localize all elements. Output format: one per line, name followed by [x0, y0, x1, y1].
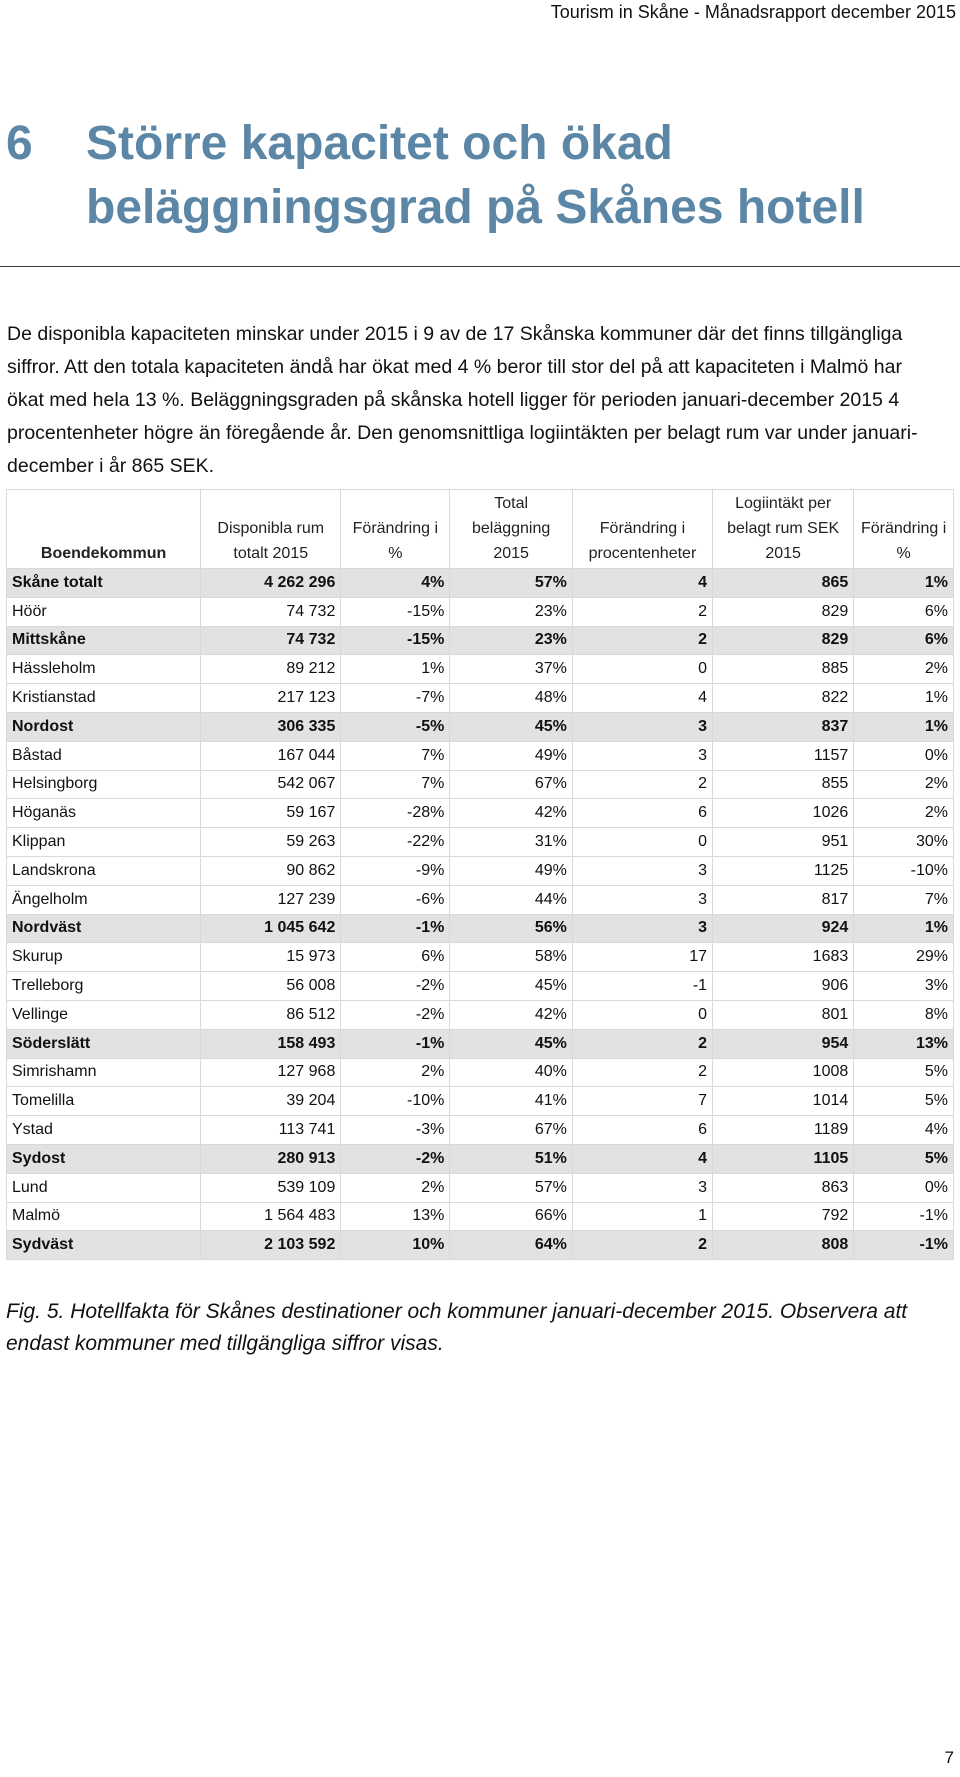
- table-cell: -1%: [854, 1202, 954, 1231]
- table-cell: 1: [572, 1202, 712, 1231]
- table-cell: 2%: [341, 1058, 450, 1087]
- table-cell: 4%: [854, 1116, 954, 1145]
- table-cell: 51%: [450, 1144, 573, 1173]
- table-cell: 1%: [854, 712, 954, 741]
- table-cell: -10%: [341, 1087, 450, 1116]
- table-cell: 6: [572, 799, 712, 828]
- table-row: [7, 1202, 954, 1231]
- table-cell: -5%: [341, 712, 450, 741]
- table-cell: 15 973: [201, 943, 341, 972]
- table-subtotal-row: [7, 569, 954, 598]
- row-label: Höör: [7, 597, 201, 626]
- table-cell: 57%: [450, 1173, 573, 1202]
- table-cell: 1 564 483: [201, 1202, 341, 1231]
- table-cell: 1008: [713, 1058, 854, 1087]
- table-cell: 829: [713, 597, 854, 626]
- table-cell: 23%: [450, 597, 573, 626]
- table-subtotal-row: [7, 1144, 954, 1173]
- table-cell: 2%: [854, 799, 954, 828]
- table-cell: 1%: [854, 914, 954, 943]
- table-cell: 954: [713, 1029, 854, 1058]
- table-cell: -10%: [854, 856, 954, 885]
- col-header-total-belaggning: Total beläggning 2015: [450, 490, 573, 569]
- table-row: [7, 828, 954, 857]
- section-title: Större kapacitet och ökad beläggningsgrad på Skånes hotell: [86, 117, 865, 234]
- table-cell: 59 167: [201, 799, 341, 828]
- table-cell: 67%: [450, 770, 573, 799]
- table-cell: 5%: [854, 1087, 954, 1116]
- table-cell: 2: [572, 597, 712, 626]
- table-cell: 2 103 592: [201, 1231, 341, 1260]
- table-cell: 4%: [341, 569, 450, 598]
- row-label: Trelleborg: [7, 972, 201, 1001]
- row-label: Sydväst: [7, 1231, 201, 1260]
- table-cell: 2: [572, 1058, 712, 1087]
- row-label: Lund: [7, 1173, 201, 1202]
- table-cell: 1%: [854, 569, 954, 598]
- row-label: Hässleholm: [7, 655, 201, 684]
- table-cell: -28%: [341, 799, 450, 828]
- hotel-facts-table: [6, 489, 954, 1260]
- table-cell: 29%: [854, 943, 954, 972]
- table-row: [7, 1116, 954, 1145]
- table-cell: 41%: [450, 1087, 573, 1116]
- table-cell: 7%: [341, 741, 450, 770]
- row-label: Nordost: [7, 712, 201, 741]
- table-cell: 86 512: [201, 1000, 341, 1029]
- row-label: Söderslätt: [7, 1029, 201, 1058]
- table-cell: 13%: [854, 1029, 954, 1058]
- table-cell: 44%: [450, 885, 573, 914]
- table-cell: 31%: [450, 828, 573, 857]
- table-cell: 6%: [854, 626, 954, 655]
- table-cell: 280 913: [201, 1144, 341, 1173]
- table-cell: 792: [713, 1202, 854, 1231]
- table-cell: -1: [572, 972, 712, 1001]
- table-cell: 1157: [713, 741, 854, 770]
- table-cell: 45%: [450, 972, 573, 1001]
- table-cell: 74 732: [201, 597, 341, 626]
- table-cell: -9%: [341, 856, 450, 885]
- table-cell: 6%: [341, 943, 450, 972]
- table-cell: -15%: [341, 626, 450, 655]
- table-cell: 2%: [854, 770, 954, 799]
- table-subtotal-row: [7, 1231, 954, 1260]
- table-cell: 89 212: [201, 655, 341, 684]
- table-cell: 865: [713, 569, 854, 598]
- table-cell: 56 008: [201, 972, 341, 1001]
- table-cell: -3%: [341, 1116, 450, 1145]
- table-cell: 3%: [854, 972, 954, 1001]
- table-cell: 539 109: [201, 1173, 341, 1202]
- table-cell: 57%: [450, 569, 573, 598]
- table-cell: 167 044: [201, 741, 341, 770]
- table-cell: 1026: [713, 799, 854, 828]
- table-cell: 1 045 642: [201, 914, 341, 943]
- page-number: 7: [944, 1748, 954, 1767]
- table-subtotal-row: [7, 1029, 954, 1058]
- table-cell: 1189: [713, 1116, 854, 1145]
- table-row: [7, 1058, 954, 1087]
- table-cell: 90 862: [201, 856, 341, 885]
- table-cell: 8%: [854, 1000, 954, 1029]
- row-label: Mittskåne: [7, 626, 201, 655]
- table-cell: 2%: [854, 655, 954, 684]
- table-cell: 924: [713, 914, 854, 943]
- table-cell: 127 968: [201, 1058, 341, 1087]
- row-label: Ängelholm: [7, 885, 201, 914]
- table-cell: -15%: [341, 597, 450, 626]
- row-label: Malmö: [7, 1202, 201, 1231]
- table-cell: -6%: [341, 885, 450, 914]
- table-row: [7, 1173, 954, 1202]
- table-row: [7, 655, 954, 684]
- table-cell: 48%: [450, 684, 573, 713]
- table-cell: 0: [572, 828, 712, 857]
- table-row: [7, 684, 954, 713]
- row-label: Kristianstad: [7, 684, 201, 713]
- table-cell: 45%: [450, 1029, 573, 1058]
- table-cell: 4: [572, 684, 712, 713]
- row-label: Höganäs: [7, 799, 201, 828]
- table-cell: -1%: [854, 1231, 954, 1260]
- row-label: Skurup: [7, 943, 201, 972]
- table-cell: 3: [572, 885, 712, 914]
- table-row: [7, 741, 954, 770]
- table-cell: 0: [572, 1000, 712, 1029]
- table-cell: 113 741: [201, 1116, 341, 1145]
- table-cell: 74 732: [201, 626, 341, 655]
- table-cell: 42%: [450, 1000, 573, 1029]
- table-cell: 2: [572, 770, 712, 799]
- table-row: [7, 1087, 954, 1116]
- table-cell: 5%: [854, 1058, 954, 1087]
- table-row: [7, 799, 954, 828]
- table-cell: 1125: [713, 856, 854, 885]
- table-cell: 7%: [854, 885, 954, 914]
- table-cell: 7: [572, 1087, 712, 1116]
- table-cell: 822: [713, 684, 854, 713]
- table-cell: -7%: [341, 684, 450, 713]
- table-cell: 39 204: [201, 1087, 341, 1116]
- table-cell: 56%: [450, 914, 573, 943]
- row-label: Ystad: [7, 1116, 201, 1145]
- col-header-disponibla-rum: Disponibla rum totalt 2015: [201, 490, 341, 569]
- table-cell: 42%: [450, 799, 573, 828]
- table-cell: 67%: [450, 1116, 573, 1145]
- table-cell: 1%: [341, 655, 450, 684]
- table-cell: 1683: [713, 943, 854, 972]
- table-cell: -2%: [341, 1144, 450, 1173]
- row-label: Landskrona: [7, 856, 201, 885]
- row-label: Klippan: [7, 828, 201, 857]
- table-subtotal-row: [7, 626, 954, 655]
- section-number: 6: [6, 117, 33, 170]
- table-row: [7, 943, 954, 972]
- figure-caption: Fig. 5. Hotellfakta för Skånes destinationer och kommuner januari-december 2015. Observera att endast kommuner med tillgängliga siffror visas.: [6, 1300, 908, 1355]
- running-header: Tourism in Skåne - Månadsrapport december 2015: [550, 2, 956, 22]
- table-subtotal-row: [7, 712, 954, 741]
- table-cell: 1014: [713, 1087, 854, 1116]
- table-cell: 808: [713, 1231, 854, 1260]
- table-cell: -2%: [341, 972, 450, 1001]
- row-label: Helsingborg: [7, 770, 201, 799]
- table-cell: 3: [572, 856, 712, 885]
- table-cell: 217 123: [201, 684, 341, 713]
- row-label: Tomelilla: [7, 1087, 201, 1116]
- table-cell: 2: [572, 1029, 712, 1058]
- table-cell: 0%: [854, 1173, 954, 1202]
- table-cell: -1%: [341, 1029, 450, 1058]
- table-cell: 2: [572, 626, 712, 655]
- table-cell: 801: [713, 1000, 854, 1029]
- table-cell: 13%: [341, 1202, 450, 1231]
- table-cell: 0: [572, 655, 712, 684]
- table-row: [7, 972, 954, 1001]
- table-cell: 837: [713, 712, 854, 741]
- table-cell: 4: [572, 569, 712, 598]
- table-cell: 0%: [854, 741, 954, 770]
- table-cell: 30%: [854, 828, 954, 857]
- col-header-forandring-logiintakt: Förändring i %: [854, 490, 954, 569]
- table-cell: 863: [713, 1173, 854, 1202]
- row-label: Vellinge: [7, 1000, 201, 1029]
- table-cell: 906: [713, 972, 854, 1001]
- table-cell: 3: [572, 712, 712, 741]
- table-cell: 40%: [450, 1058, 573, 1087]
- table-cell: 885: [713, 655, 854, 684]
- table-row: [7, 885, 954, 914]
- table-cell: 1%: [854, 684, 954, 713]
- table-row: [7, 770, 954, 799]
- table-cell: 855: [713, 770, 854, 799]
- table-cell: 64%: [450, 1231, 573, 1260]
- row-label: Skåne totalt: [7, 569, 201, 598]
- table-cell: 45%: [450, 712, 573, 741]
- table-row: [7, 1000, 954, 1029]
- table-cell: 6%: [854, 597, 954, 626]
- table-header-row: [7, 490, 954, 569]
- table-cell: 951: [713, 828, 854, 857]
- table-cell: 1105: [713, 1144, 854, 1173]
- col-header-boendekommun: Boendekommun: [7, 490, 201, 569]
- table-cell: 58%: [450, 943, 573, 972]
- col-header-forandring-procentenheter: Förändring i procentenheter: [572, 490, 712, 569]
- table-cell: 829: [713, 626, 854, 655]
- table-row: [7, 597, 954, 626]
- table-cell: 2: [572, 1231, 712, 1260]
- col-header-forandring-rum: Förändring i %: [341, 490, 450, 569]
- heading-divider: [0, 266, 960, 267]
- table-cell: 5%: [854, 1144, 954, 1173]
- table-row: [7, 856, 954, 885]
- table-cell: 4: [572, 1144, 712, 1173]
- table-cell: -1%: [341, 914, 450, 943]
- table-cell: 17: [572, 943, 712, 972]
- table-cell: 49%: [450, 856, 573, 885]
- row-label: Nordväst: [7, 914, 201, 943]
- table-cell: 49%: [450, 741, 573, 770]
- table-cell: 6: [572, 1116, 712, 1145]
- row-label: Båstad: [7, 741, 201, 770]
- table-subtotal-row: [7, 914, 954, 943]
- row-label: Simrishamn: [7, 1058, 201, 1087]
- col-header-logiintakt: Logiintäkt per belagt rum SEK 2015: [713, 490, 854, 569]
- intro-paragraph: De disponibla kapaciteten minskar under 2015 i 9 av de 17 Skånska kommuner där det finns tillgängliga siffror. Att den totala kapaciteten ändå har ökat med 4 % beror till stor del på att kapaciteten i Malmö har ökat med hela 13 %. Beläggningsgraden på skånska hotell ligger för perioden januari-december 2015 4 procentenheter högre än föregående år. Den genomsnittliga logiintäkten per belagt rum var under januari-december i år 865 SEK.: [7, 323, 918, 477]
- table-cell: -2%: [341, 1000, 450, 1029]
- table-cell: 23%: [450, 626, 573, 655]
- table-body: [7, 569, 954, 1260]
- table-cell: 306 335: [201, 712, 341, 741]
- table-cell: 66%: [450, 1202, 573, 1231]
- table-cell: 59 263: [201, 828, 341, 857]
- row-label: Sydost: [7, 1144, 201, 1173]
- table-cell: 3: [572, 1173, 712, 1202]
- table-cell: 10%: [341, 1231, 450, 1260]
- table-cell: 3: [572, 914, 712, 943]
- table-cell: -22%: [341, 828, 450, 857]
- table-cell: 2%: [341, 1173, 450, 1202]
- table-cell: 37%: [450, 655, 573, 684]
- table-cell: 158 493: [201, 1029, 341, 1058]
- table-cell: 542 067: [201, 770, 341, 799]
- table-cell: 7%: [341, 770, 450, 799]
- table-cell: 4 262 296: [201, 569, 341, 598]
- table-cell: 127 239: [201, 885, 341, 914]
- table-cell: 817: [713, 885, 854, 914]
- table-cell: 3: [572, 741, 712, 770]
